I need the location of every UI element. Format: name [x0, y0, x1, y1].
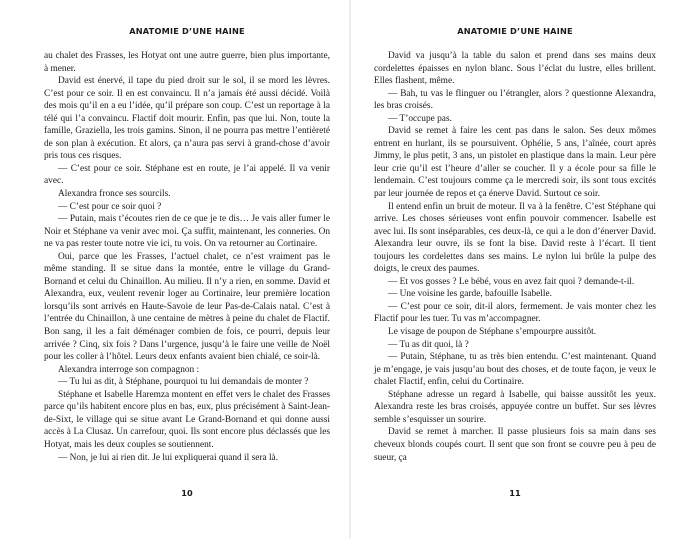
paragraph: Alexandra interroge son compagnon :: [58, 364, 200, 375]
paragraph: — Putain, mais t’écoutes rien de ce que je te dis… Je vais aller fumer le Noir et Stéphane va venir avec moi. Ça suffit, maintenant, les conneries. On ne va pas rester toute notre vie ici, tu vois. On va retourner au Cortinaire.: [44, 214, 330, 250]
paragraph: — Et vos gosses ? Le bébé, vous en avez fait quoi ? demande-t-il.: [388, 276, 635, 287]
page-number-left: 10: [181, 488, 193, 498]
paragraph: — Bah, tu vas le flinguer ou l’étrangler, alors ? questionne Alexandra, les bras croisés.: [374, 88, 656, 112]
paragraph: — Putain, Stéphane, tu as très bien entendu. C’est maintenant. Quand je m’engage, je vais jusqu’au bout des choses, et de toute façon, je veux le chalet Flactif, enfin, celui du Cortinaire.: [374, 352, 656, 388]
paragraph: Il entend enfin un bruit de moteur. Il va à la fenêtre. C’est Stéphane qui arrive. Les choses sérieuses vont enfin pouvoir commencer. Isabelle est avec lui. Ils sont inséparables, ces deux-là, ce qui a le don d’énerver David. Alexandra leur ouvre, ils se font la bise. David reste à l’écart. Il tient toujours les cordelettes dans ses mains. Le nylon lui brûle la pulpe des doigts, le creux des paumes.: [374, 201, 656, 275]
right-page-body: [374, 50, 656, 464]
paragraph: — C’est pour ce soir, dit-il alors, fermement. Je vais monter chez les Flactif pour les tuer. Tu vas m’accompagner.: [374, 301, 656, 325]
paragraph: — T’occupe pas.: [388, 113, 452, 124]
paragraph: David se remet à faire les cent pas dans le salon. Ses deux mômes entrent en hurlant, ils se poursuivent. Ophélie, 5 ans, l’aînée, court après Jimmy, le plus petit, 3 ans, un pistolet en plastique dans la main. Leur père leur crie qu’il est l’heure d’aller se coucher. Il y a école pour sa fille le lendemain. C’est toujours comme ça le mercredi soir, ils sont tous excités par leur journée de repos et ça énerve David. Surtout ce soir.: [374, 126, 656, 200]
paragraph: au chalet des Frasses, les Hotyat ont une autre guerre, bien plus importante, à mener.: [44, 51, 330, 74]
paragraph: Stéphane et Isabelle Haremza montent en effet vers le chalet des Frasses parce qu’ils habitent encore plus en bas, eux, plus précisément à Saint-Jean-de-Sixt, le village qui se situe avant Le Grand-Bornand et qui donne aussi accès à La Clusaz. Un carrefour, quoi. Ils sont encore plus déclassés que les Hotyat, mais les deux couples se soutiennent.: [44, 389, 330, 450]
paragraph: David va jusqu’à la table du salon et prend dans ses mains deux cordelettes épaisses en nylon blanc. Sous l’éclat du lustre, elles brillent. Elles flashent, même.: [374, 51, 656, 87]
paragraph: Alexandra fronce ses sourcils.: [58, 189, 171, 200]
paragraph: — Tu lui as dit, à Stéphane, pourquoi tu lui demandais de monter ?: [58, 377, 309, 388]
paragraph: — Tu as dit quoi, là ?: [388, 339, 469, 350]
paragraph: — Non, je lui ai rien dit. Je lui expliquerai quand il sera là.: [58, 452, 279, 463]
running-head-right: ANATOMIE D’UNE HAINE: [457, 26, 573, 36]
paragraph: — Une voisine les garde, bafouille Isabelle.: [388, 289, 552, 300]
running-head-left: ANATOMIE D’UNE HAINE: [129, 26, 245, 36]
paragraph: David est énervé, il tape du pied droit sur le sol, il se mord les lèvres. C’est pour ce soir. Il en est convaincu. Il n’a jamais été aussi décidé. Voilà des mois qu’il en a eu l’idée, qu’il prépare son coup. C’est un reportage à la télé qui l’a convaincu. Flactif doit mourir. Enfin, pas que lui. Non, toute la famille, Graziella, les trois gamins. Sinon, il ne pourra pas mettre l’entièreté de son plan à exécution. Et alors, ça n’aura pas servi à grand-chose d’avoir pris tous ces risques.: [44, 76, 330, 162]
paragraph: — C’est pour ce soir. Stéphane est en route, je l’ai appelé. Il va venir avec.: [44, 163, 330, 187]
paragraph: Oui, parce que les Frasses, l’actuel chalet, ce n’est vraiment pas le même standing. Il se situe dans la montée, entre le village du Grand-Bornand et celui du Chinaillon. Au milieu. Il n’y a rien, en somme. David et Alexandra, eux, veulent revenir loger au Cortinaire, leur première location lorsqu’ils sont arrivés en Haute-Savoie de leur Pas-de-Calais natal. C’est à l’entrée du Chinaillon, à une centaine de mètres à peine du chalet de Flactif. Bon sang, il les a fait déménager combien de fois, ce pourri, depuis leur arrivée ? Cinq, six fois ? Dans l’urgence, jusqu’à le faire une veille de Noël pour les coller à l’hôtel. Leurs deux enfants avaient bien chialé, ce soir-là.: [44, 251, 330, 363]
paragraph: Le visage de poupon de Stéphane s’empourpre aussitôt.: [388, 327, 597, 338]
right-page: [350, 0, 700, 538]
paragraph: David se remet à marcher. Il passe plusieurs fois sa main dans ses cheveux blonds coupés court. Il sent que son front se couvre peu à peu de sueur, ça: [374, 427, 656, 463]
left-page-body: [44, 50, 330, 464]
paragraph: Stéphane adresse un regard à Isabelle, qui baisse aussitôt les yeux. Alexandra reste les bras croisés, appuyée contre un buffet. Sur ses lèvres semble s’esquisser un sourire.: [374, 389, 656, 425]
paragraph: — C’est pour ce soir quoi ?: [58, 201, 162, 212]
page-number-right: 11: [509, 488, 521, 498]
